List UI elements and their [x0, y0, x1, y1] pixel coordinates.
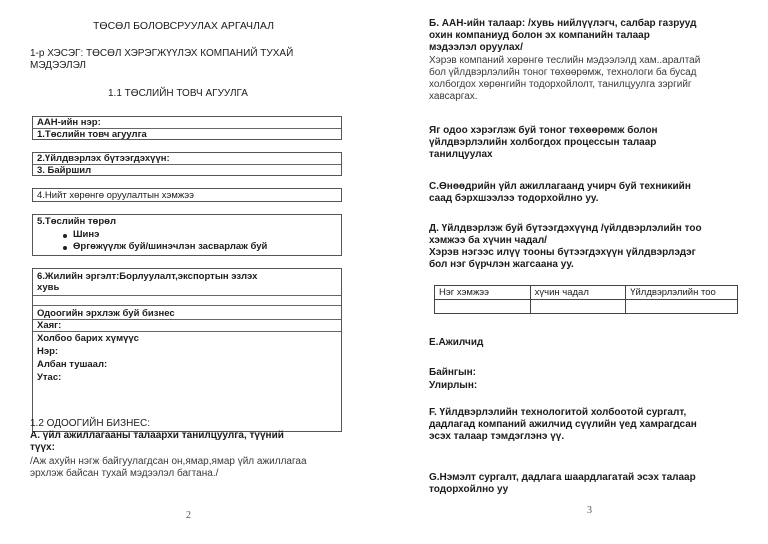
page-number: 2 [186, 510, 191, 521]
table-header-row [435, 286, 738, 300]
project-type-option-expansion: Өргөжүүлж буй/шинэчлэн засварлаж буй [73, 241, 268, 252]
divider [33, 319, 341, 320]
location-label: 3. Байршил [37, 165, 92, 176]
d-heading-line4: бол нэг бүрчлэн жагсаана уу. [429, 259, 574, 270]
table-header-cell: Нэг хэмжээ [435, 286, 531, 300]
page-number: 3 [587, 505, 592, 516]
chapter-heading-line1: 1-р ХЭСЭГ: ТӨСӨЛ ХЭРЭГЖҮҮЛЭХ КОМПАНИЙ ТУХАЙ [30, 48, 294, 59]
production-subject-label: 2.Үйлдвэрлэх бүтээгдэхүүн: [37, 153, 170, 164]
project-summary-label: 1.Төслийн товч агуулга [37, 129, 147, 140]
subsection-a-note-line2: эрхлэж байсан тухай мэдээлэл багтана./ [30, 468, 219, 479]
b-note-line2: бол үйлдвэрлэлийн тоног төхөөрөмж, технологи ба бусад [429, 67, 697, 78]
g-heading-line2: тодорхойлно уу [429, 484, 509, 495]
bullet-icon [63, 246, 67, 250]
equipment-line3: танилцуулах [429, 149, 493, 160]
form-box-company [32, 116, 342, 140]
f-heading-line2: дадлагад компаний ажилчид сүүлийн үед хамрагдсан [429, 419, 697, 430]
table-cell[interactable] [626, 300, 738, 314]
investment-label: 4.Нийт хөрөнгө оруулалтын хэмжээ [37, 190, 194, 201]
d-heading-line2: хэмжээ ба хүчин чадал/ [429, 235, 547, 246]
contact-person-label: Холбоо барих хүмүүс [37, 333, 139, 344]
capacity-table [434, 285, 738, 314]
equipment-line1: Яг одоо хэрэглэж буй тоног төхөөрөмж болон [429, 125, 658, 136]
divider [33, 331, 341, 332]
c-heading-line2: саад бэрхшээлээ тодорхойлно уу. [429, 193, 599, 204]
table-cell[interactable] [435, 300, 531, 314]
name-label: Нэр: [37, 346, 59, 357]
equipment-line2: үйлдвэрлэлийн холбогдох процессын талаар [429, 137, 657, 148]
form-box-project-type [32, 214, 342, 256]
g-heading-line1: G.Нэмэлт сургалт, дадлага шаардлагатай эсэх талаар [429, 472, 696, 483]
divider [33, 305, 341, 306]
subsection-a-line2: түүх: [30, 442, 55, 453]
chapter-heading-line2: МЭДЭЭЛЭЛ [30, 60, 86, 71]
d-heading-line1: Д. Үйлдвэрлэж буй бүтээгдэхүүнд /үйлдвэрлэлийн тоо [429, 223, 702, 234]
b-note-line4: хавсаргах. [429, 91, 478, 102]
table-cell[interactable] [530, 300, 626, 314]
b-heading-line1: Б. ААН-ийн талаар: /хувь нийлүүлэгч, салбар газрууд [429, 18, 697, 29]
company-info-form [32, 116, 342, 416]
subsection-a-note-line1: /Аж ахуйн нэгж байгуулагдсан он,ямар,ямар үйл ажиллагаа [30, 456, 307, 467]
form-box-investment [32, 188, 342, 202]
project-type-option-new: Шинэ [73, 229, 100, 240]
current-business-label: Одоогийн эрхлэж буй бизнес [37, 308, 175, 319]
f-heading-line1: F. Үйлдвэрлэлийн технологитой холбоотой сургалт, [429, 407, 687, 418]
e-heading: Е.Ажилчид [429, 337, 484, 348]
company-name-label: ААН-ийн нэр: [37, 117, 101, 128]
table-row [435, 300, 738, 314]
address-label: Хаяг: [37, 320, 62, 331]
page-title: ТӨСӨЛ БОЛОВСРУУЛАХ АРГАЧЛАЛ [93, 20, 275, 32]
f-heading-line3: эсэх талаар тэмдэглэнэ үү. [429, 431, 565, 442]
subsection-a-line1: А. үйл ажиллагааны талаархи танилцуулга, түүний [30, 430, 284, 441]
b-note-line1: Хэрэв компаний хөрөнгө теслийн мэдээлэлд хам..аралтай [429, 55, 701, 66]
b-note-line3: холбогдох хөрөнгийн тодорхойлолт, танилцуулга зэргийг [429, 79, 692, 90]
seasonal-label: Улирлын: [429, 380, 478, 391]
form-box-production [32, 152, 342, 176]
phone-label: Утас: [37, 372, 62, 383]
b-heading-line2: охин компаниуд болон эх компанийн талаар [429, 30, 650, 41]
right-page [384, 0, 768, 544]
business-heading: 1.2 ОДООГИЙН БИЗНЕС: [30, 418, 151, 429]
bullet-icon [63, 234, 67, 238]
project-type-label: 5.Төслийн төрөл [37, 216, 117, 227]
position-label: Албан тушаал: [37, 359, 108, 370]
table-header-cell: хүчин чадал [530, 286, 626, 300]
form-box-activity [32, 268, 342, 432]
c-heading-line1: С.Өнөөдрийн үйл ажиллагаанд учирч буй техникийн [429, 181, 691, 192]
activity-line2: хувь [37, 282, 60, 293]
table-header-cell: Үйлдвэрлэлийн тоо [626, 286, 738, 300]
section-heading: 1.1 ТӨСЛИЙН ТОВЧ АГУУЛГА [108, 88, 248, 99]
divider [33, 295, 341, 296]
b-heading-line3: мэдээлэл оруулах/ [429, 42, 523, 53]
permanent-label: Байнгын: [429, 367, 477, 378]
activity-line1: 6.Жилийн эргэлт:Борлуулалт,экспортын эзлэх [37, 271, 258, 282]
d-heading-line3: Хэрэв нэгээс илүү тооны бүтээгдэхүүн үйлдвэрлэдэг [429, 247, 696, 258]
